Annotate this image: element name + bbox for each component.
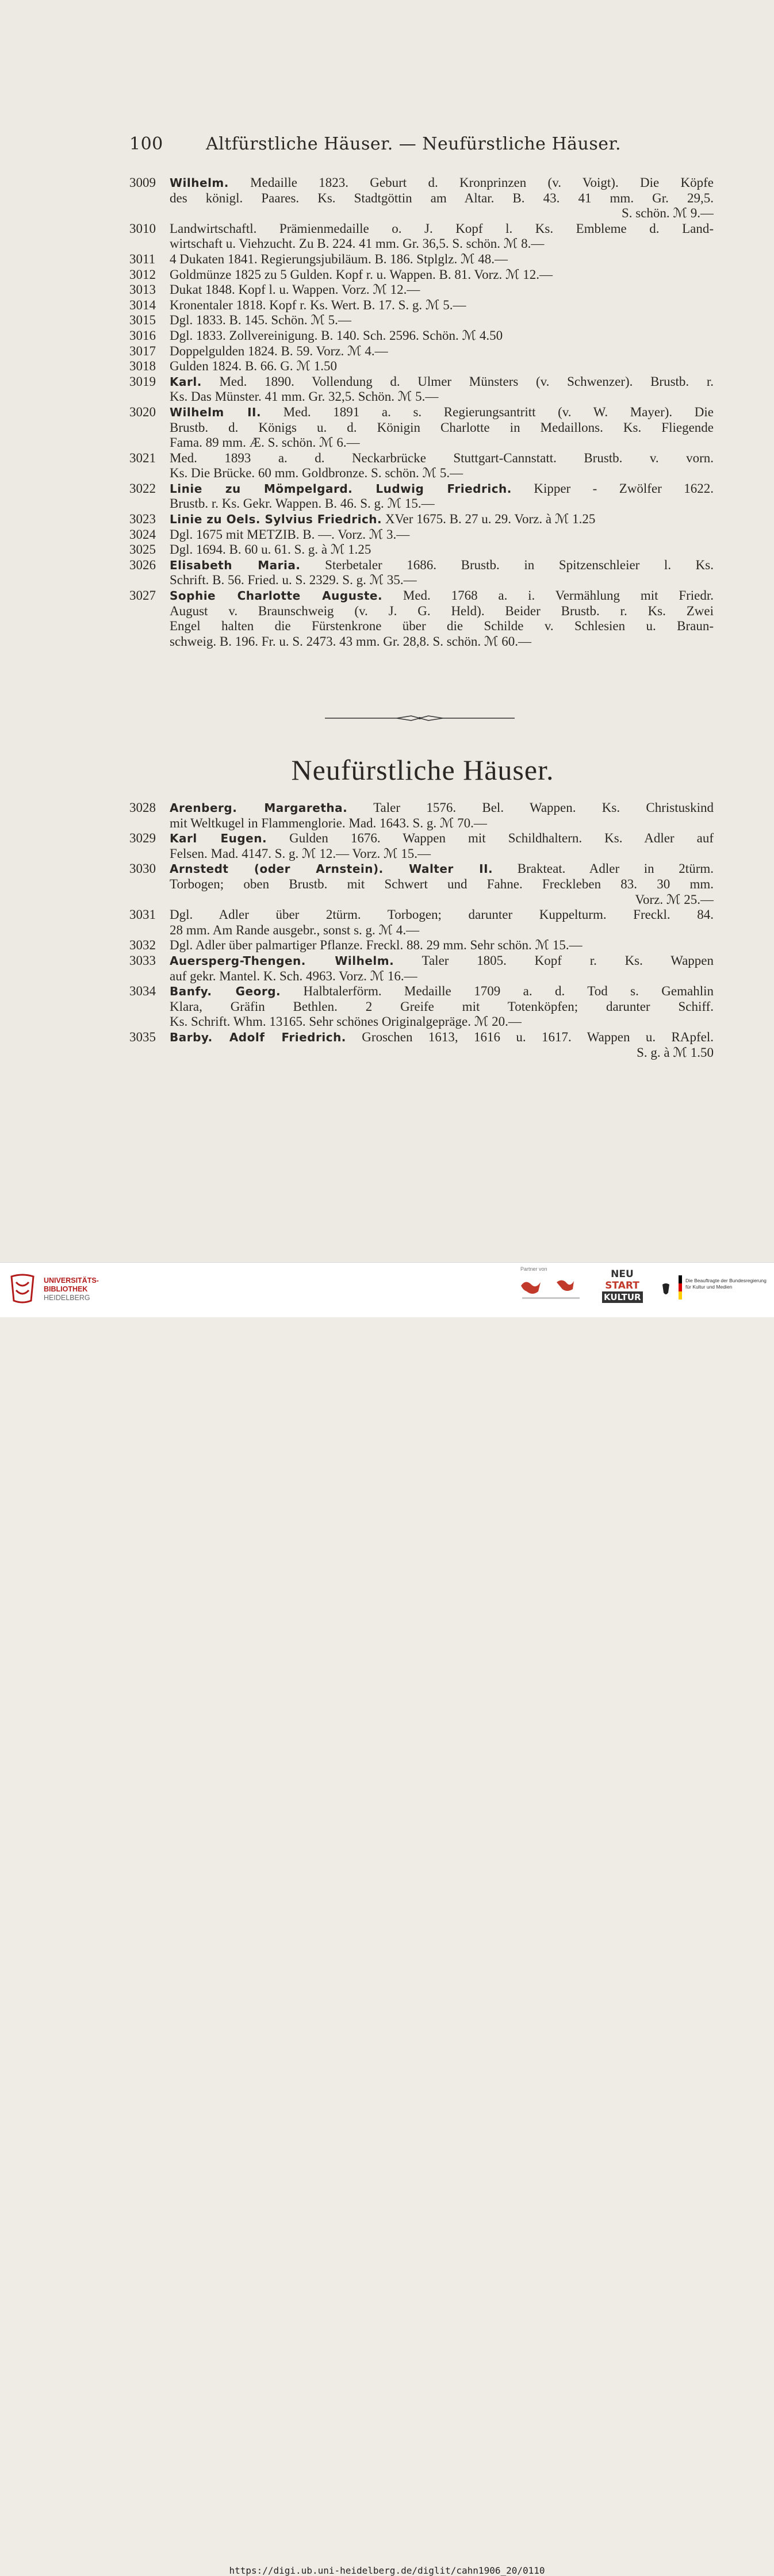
- catalog-entry-3033: [129, 953, 714, 984]
- entry-text: Brakteat. Adler in 2türm.: [493, 861, 714, 876]
- entry-number: 3018: [129, 359, 156, 374]
- entry-number: 3020: [129, 404, 156, 419]
- entry-heading: Karl Eugen.: [170, 831, 267, 846]
- entry-line: [170, 588, 714, 604]
- entry-line: [170, 313, 714, 328]
- page-header: [129, 134, 727, 157]
- entry-line: [170, 604, 714, 619]
- entry-line: [170, 359, 714, 374]
- entry-line: [170, 938, 714, 953]
- entry-text: Dgl. 1833. B. 145. Schön. ℳ 5.—: [170, 313, 351, 328]
- entry-text: Gulden 1824. B. 66. G. ℳ 1.50: [170, 359, 338, 374]
- entry-line: [170, 236, 714, 252]
- catalog-entry-3027: [129, 588, 714, 649]
- entry-text: wirtschaft u. Viehzucht. Zu B. 224. 41 mm. Gr. 36,5. S. schön. ℳ 8.—: [170, 236, 545, 251]
- entry-text: 4 Dukaten 1841. Regierungsjubiläum. B. 186. Stplglz. ℳ 48.—: [170, 251, 508, 266]
- entry-text: Klara, Gräfin Bethlen. 2 Greife mit Totenköpfen; darunter Schiff.: [170, 999, 714, 1014]
- entry-line: [170, 861, 714, 877]
- entry-number: 3031: [129, 907, 156, 922]
- section-title: Neufürstliche Häuser.: [291, 754, 554, 786]
- entry-text: Groschen 1613, 1616 u. 1617. Wappen u. RApfel.: [346, 1029, 714, 1044]
- entry-line: [170, 923, 714, 938]
- entry-line: [170, 1045, 714, 1061]
- entry-heading: Sophie Charlotte Auguste.: [170, 589, 383, 603]
- entry-text: Felsen. Mad. 4147. S. g. ℳ 12.— Vorz. ℳ 15.—: [170, 846, 431, 861]
- entry-line: [170, 573, 714, 588]
- entry-line: [170, 634, 714, 650]
- entry-line: [170, 328, 714, 344]
- catalog-entry-3024: [129, 527, 714, 543]
- entry-text: Dgl. 1675 mit METZIB. B. —. Vorz. ℳ 3.—: [170, 527, 410, 542]
- entry-line: [170, 558, 714, 573]
- partner-label: Partner von: [520, 1266, 547, 1272]
- entry-text: des königl. Paares. Ks. Stadtgöttin am Altar. B. 43. 41 mm. Gr. 29,5.: [170, 190, 714, 205]
- entry-line: [170, 435, 714, 451]
- catalog-entry-3015: [129, 313, 714, 328]
- entry-text: Brustb. d. Königs u. d. Königin Charlotte in Medaillons. Ks. Fliegende: [170, 420, 714, 435]
- university-seal-icon[interactable]: [8, 1272, 37, 1304]
- entry-number: 3011: [129, 251, 156, 266]
- entry-line: [170, 527, 714, 543]
- entry-line: [170, 542, 714, 558]
- entry-number: 3035: [129, 1029, 156, 1044]
- entry-text: Med. 1893 a. d. Neckarbrücke Stuttgart-Cannstatt. Brustb. v. vorn.: [170, 450, 714, 465]
- neustart-kultur-logo[interactable]: NEU START KULTUR: [602, 1268, 642, 1310]
- entry-line: [170, 374, 714, 390]
- entry-line: [170, 221, 714, 237]
- entry-line: [170, 451, 714, 466]
- entry-number: 3028: [129, 800, 156, 815]
- catalog-entry-3020: [129, 405, 714, 451]
- entry-line: [170, 405, 714, 420]
- entry-text: mit Weltkugel in Flammenglorie. Mad. 1643. S. g. ℳ 70.—: [170, 815, 487, 830]
- entry-text: Dukat 1848. Kopf l. u. Wappen. Vorz. ℳ 12.—: [170, 282, 420, 297]
- entry-text: Taler 1805. Kopf r. Ks. Wappen: [394, 953, 714, 968]
- catalog-entry-3011: [129, 252, 714, 267]
- catalog-entry-3035: [129, 1030, 714, 1060]
- entry-number: 3016: [129, 328, 156, 343]
- entry-line: [170, 1014, 714, 1030]
- entry-text: Ks. Schrift. Whm. 13165. Sehr schönes Originalgepräge. ℳ 20.—: [170, 1014, 522, 1029]
- entry-number: 3034: [129, 984, 156, 999]
- entry-number: 3023: [129, 512, 156, 527]
- entry-text: Engel halten die Fürstenkrone über die Schilde v. Schlesien u. Braun-: [170, 619, 714, 634]
- entry-heading: Karl.: [170, 374, 202, 389]
- entry-line: [170, 877, 714, 892]
- page-url[interactable]: https://digi.ub.uni-heidelberg.de/diglit/cahn1906_20/0110: [229, 2565, 545, 2576]
- entry-number: 3009: [129, 175, 156, 190]
- library-name[interactable]: UNIVERSITÄTS- BIBLIOTHEK HEIDELBERG: [44, 1276, 99, 1302]
- entry-text: Dgl. 1694. B. 60 u. 61. S. g. à ℳ 1.25: [170, 542, 371, 557]
- entry-line: [170, 282, 714, 298]
- entry-text: Vorz. ℳ 25.—: [635, 892, 714, 907]
- entry-heading: Barby. Adolf Friedrich.: [170, 1030, 346, 1044]
- entry-text: Halbtalerförm. Medaille 1709 a. d. Tod s. Gemahlin: [281, 984, 714, 999]
- entry-line: [170, 252, 714, 267]
- entry-number: 3019: [129, 374, 156, 389]
- entry-text: 28 mm. Am Rande ausgebr., sonst s. g. ℳ 4.—: [170, 922, 420, 937]
- catalog-entry-3034: [129, 984, 714, 1030]
- entry-text: Gulden 1676. Wappen mit Schildhaltern. Ks. Adler auf: [267, 831, 714, 846]
- entry-text: Brustb. r. Ks. Gekr. Wappen. B. 46. S. g. ℳ 15.—: [170, 496, 435, 511]
- catalog-entry-3032: [129, 938, 714, 953]
- catalog-entry-3025: [129, 542, 714, 558]
- catalog-entry-3014: [129, 298, 714, 313]
- entry-heading: Arnstedt (oder Arnstein). Walter II.: [170, 862, 493, 876]
- entry-text: S. g. à ℳ 1.50: [637, 1045, 714, 1060]
- entry-line: [170, 496, 714, 512]
- entry-text: Landwirtschaftl. Prämienmedaille o. J. Kopf l. Ks. Embleme d. Land-: [170, 221, 714, 236]
- entry-heading: Linie zu Oels. Sylvius Friedrich.: [170, 512, 382, 527]
- entry-number: 3027: [129, 588, 156, 603]
- entry-line: [170, 206, 714, 221]
- entry-number: 3010: [129, 221, 156, 236]
- entry-line: [170, 619, 714, 634]
- entry-number: 3017: [129, 343, 156, 358]
- entry-line: [170, 984, 714, 999]
- entry-text: Medaille 1823. Geburt d. Kronprinzen (v. Voigt). Die Köpfe: [228, 175, 714, 190]
- entry-heading: Elisabeth Maria.: [170, 558, 301, 572]
- entry-text: Med. 1768 a. i. Vermählung mit Friedr.: [382, 588, 714, 603]
- entry-line: [170, 191, 714, 206]
- entry-text: Dgl. 1833. Zollvereinigung. B. 140. Sch. 2596. Schön. ℳ 4.50: [170, 328, 503, 343]
- entry-number: 3013: [129, 282, 156, 297]
- catalog-entry-3031: [129, 907, 714, 938]
- entry-text: Kipper - Zwölfer 1622.: [511, 481, 714, 496]
- partner-logo-icon[interactable]: [516, 1274, 585, 1303]
- entry-line: [170, 420, 714, 436]
- entry-text: schweig. B. 196. Fr. u. S. 2473. 43 mm. Gr. 28,8. S. schön. ℳ 60.—: [170, 634, 532, 649]
- entry-number: 3024: [129, 527, 156, 542]
- catalog-entry-3030: [129, 861, 714, 907]
- entry-text: XVer 1675. B. 27 u. 29. Vorz. à ℳ 1.25: [382, 512, 596, 527]
- entry-text: Sterbetaler 1686. Brustb. in Spitzenschleier l. Ks.: [300, 557, 714, 572]
- catalog-entry-3012: [129, 267, 714, 283]
- entry-line: [170, 466, 714, 481]
- federal-eagle-icon: [659, 1281, 673, 1298]
- entry-line: [170, 907, 714, 923]
- catalog-entry-3028: [129, 800, 714, 831]
- entry-number: 3030: [129, 861, 156, 876]
- entry-line: [170, 831, 714, 846]
- entry-line: [170, 267, 714, 283]
- entry-line: [170, 953, 714, 969]
- entry-line: [170, 969, 714, 984]
- entry-number: 3025: [129, 542, 156, 557]
- catalog-entry-3017: [129, 344, 714, 359]
- catalog-entry-3022: [129, 481, 714, 512]
- entry-heading: Banfy. Georg.: [170, 984, 281, 999]
- ornamental-divider: [325, 714, 515, 722]
- entry-line: [170, 816, 714, 831]
- entry-line: [170, 175, 714, 191]
- catalog-entry-3026: [129, 558, 714, 588]
- entry-text: Schrift. B. 56. Fried. u. S. 2329. S. g. ℳ 35.—: [170, 573, 417, 588]
- entry-line: [170, 512, 714, 527]
- entry-text: Med. 1891 a. s. Regierungsantritt (v. W. Mayer). Die: [261, 404, 714, 419]
- entry-heading: Linie zu Mömpelgard. Ludwig Friedrich.: [170, 481, 512, 496]
- entry-number: 3015: [129, 313, 156, 328]
- bkm-logo[interactable]: Die Beauftragte der Bundesregierung für Kultur und Medien: [656, 1270, 771, 1310]
- entry-text: Dgl. Adler über 2türm. Torbogen; darunter Kuppelturm. Freckl. 84.: [170, 907, 714, 922]
- entry-heading: Wilhelm.: [170, 176, 229, 190]
- catalog-entry-3013: [129, 282, 714, 298]
- entry-heading: Arenberg. Margaretha.: [170, 801, 348, 815]
- entry-line: [170, 846, 714, 862]
- flag-stripes-icon: [679, 1275, 682, 1300]
- entry-line: [170, 892, 714, 908]
- entry-line: [170, 298, 714, 313]
- entry-number: 3022: [129, 481, 156, 496]
- catalog-entries-top: [129, 175, 714, 649]
- entry-text: Doppelgulden 1824. B. 59. Vorz. ℳ 4.—: [170, 343, 388, 358]
- entry-text: Fama. 89 mm. Æ. S. schön. ℳ 6.—: [170, 435, 360, 450]
- catalog-entry-3029: [129, 831, 714, 861]
- entry-line: [170, 800, 714, 816]
- entry-text: August v. Braunschweig (v. J. G. Held). Beider Brustb. r. Ks. Zwei: [170, 603, 714, 618]
- entry-text: Taler 1576. Bel. Wappen. Ks. Christuskind: [347, 800, 714, 815]
- entry-text: Dgl. Adler über palmartiger Pflanze. Freckl. 88. 29 mm. Sehr schön. ℳ 15.—: [170, 938, 583, 953]
- catalog-entry-3009: [129, 175, 714, 221]
- entry-text: Ks. Das Münster. 41 mm. Gr. 32,5. Schön. ℳ 5.—: [170, 389, 439, 404]
- entry-number: 3026: [129, 557, 156, 572]
- catalog-entries-bottom: [129, 800, 714, 1060]
- entry-text: Goldmünze 1825 zu 5 Gulden. Kopf r. u. Wappen. B. 81. Vorz. ℳ 12.—: [170, 267, 553, 282]
- scanned-page: [0, 0, 774, 1262]
- catalog-entry-3021: [129, 451, 714, 481]
- entry-text: Ks. Die Brücke. 60 mm. Goldbronze. S. schön. ℳ 5.—: [170, 466, 463, 481]
- entry-heading: Auersperg-Thengen. Wilhelm.: [170, 953, 394, 968]
- entry-line: [170, 481, 714, 497]
- catalog-entry-3023: [129, 512, 714, 527]
- entry-number: 3012: [129, 267, 156, 282]
- entry-text: S. schön. ℳ 9.—: [621, 206, 714, 221]
- viewer-footer: [0, 1262, 774, 2576]
- entry-text: Torbogen; oben Brustb. mit Schwert und Fahne. Freckleben 83. 30 mm.: [170, 876, 714, 891]
- entry-number: 3021: [129, 450, 156, 465]
- running-title: Altfürstliche Häuser. — Neufürstliche Häuser.: [206, 134, 622, 154]
- entry-text: Med. 1890. Vollendung d. Ulmer Münsters (v. Schwenzer). Brustb. r.: [201, 374, 714, 389]
- catalog-entry-3010: [129, 221, 714, 252]
- entry-text: auf gekr. Mantel. K. Sch. 4963. Vorz. ℳ 16.—: [170, 968, 417, 983]
- page-number: 100: [129, 134, 163, 154]
- entry-number: 3032: [129, 938, 156, 953]
- entry-text: Kronentaler 1818. Kopf r. Ks. Wert. B. 17. S. g. ℳ 5.—: [170, 297, 466, 312]
- catalog-entry-3018: [129, 359, 714, 374]
- catalog-entry-3019: [129, 374, 714, 405]
- entry-line: [170, 344, 714, 359]
- entry-number: 3029: [129, 831, 156, 846]
- catalog-entry-3016: [129, 328, 714, 344]
- entry-number: 3014: [129, 297, 156, 312]
- entry-heading: Wilhelm II.: [170, 405, 262, 419]
- entry-line: [170, 389, 714, 405]
- entry-number: 3033: [129, 953, 156, 968]
- entry-line: [170, 1030, 714, 1045]
- entry-line: [170, 999, 714, 1015]
